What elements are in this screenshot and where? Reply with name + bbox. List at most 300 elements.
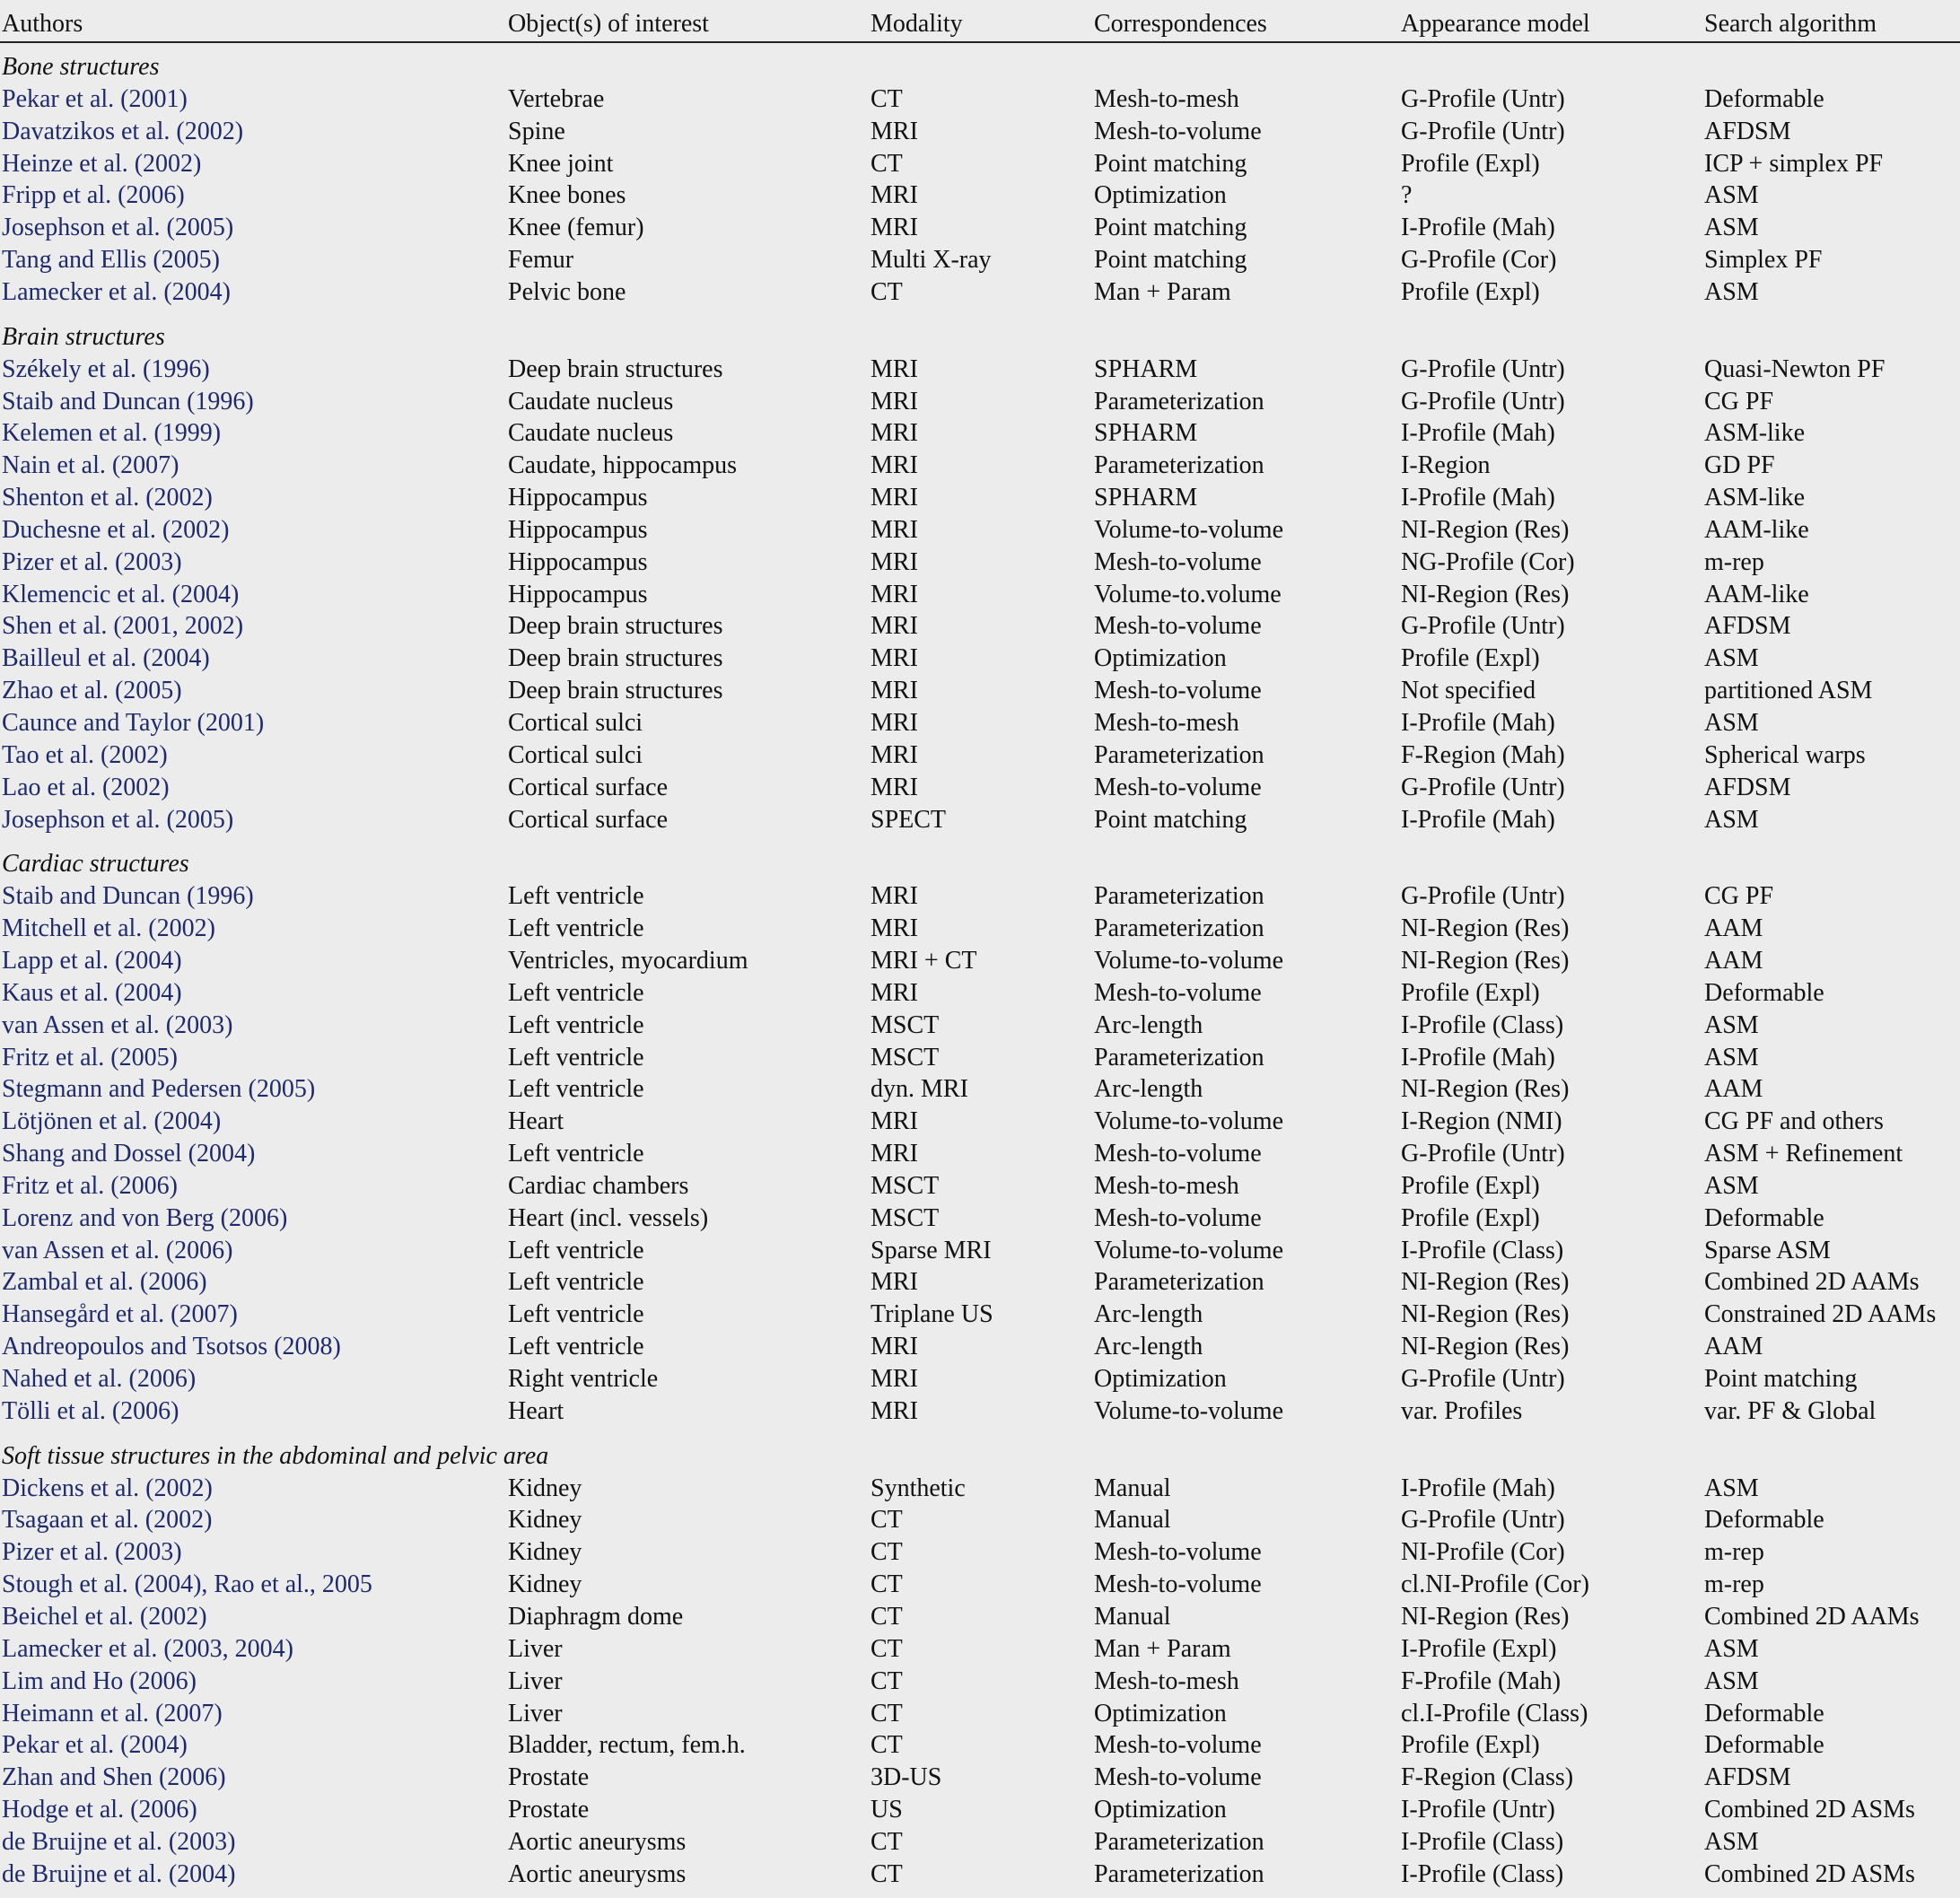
table-row — [0, 1730, 1960, 1762]
table-row — [0, 277, 1960, 310]
author-citation-link[interactable]: Shen et al. (2001, 2002) — [2, 612, 244, 641]
modality-cell: MRI — [871, 1268, 918, 1297]
author-citation-link[interactable]: Kaus et al. (2004) — [2, 978, 182, 1007]
author-citation-link[interactable]: Andreopoulos and Tsotsos (2008) — [2, 1333, 341, 1361]
author-citation-link[interactable]: Lao et al. (2002) — [2, 773, 170, 801]
appearance-model-cell: I-Profile (Mah) — [1401, 805, 1555, 834]
search-algorithm-cell: AAM-like — [1704, 515, 1809, 544]
search-algorithm-cell: AAM — [1704, 1075, 1763, 1104]
modality-cell: MRI — [871, 882, 918, 911]
appearance-model-cell: G-Profile (Untr) — [1401, 882, 1565, 911]
object-cell: Prostate — [508, 1796, 590, 1824]
author-citation-link[interactable]: Stough et al. (2004), Rao et al., 2005 — [2, 1570, 372, 1599]
correspondences-cell: Volume-to-volume — [1094, 946, 1284, 975]
object-cell: Liver — [508, 1634, 563, 1663]
author-citation-link[interactable]: Nain et al. (2007) — [2, 451, 179, 480]
object-cell: Caudate nucleus — [508, 387, 674, 415]
modality-cell: MRI — [871, 914, 918, 943]
table-row — [0, 515, 1960, 547]
appearance-model-cell: G-Profile (Untr) — [1401, 354, 1565, 383]
correspondences-cell: Optimization — [1094, 1365, 1227, 1393]
search-algorithm-cell: Combined 2D ASMs — [1704, 1796, 1915, 1824]
object-cell: Ventricles, myocardium — [508, 946, 748, 975]
search-algorithm-cell: Deformable — [1704, 1731, 1824, 1760]
modality-cell: MRI — [871, 419, 918, 448]
correspondences-cell: Arc-length — [1094, 1010, 1203, 1039]
object-cell: Kidney — [508, 1506, 582, 1535]
appearance-model-cell: I-Profile (Untr) — [1401, 1796, 1555, 1824]
search-algorithm-cell: Combined 2D ASMs — [1704, 1859, 1915, 1888]
object-cell: Right ventricle — [508, 1365, 659, 1393]
section-title: Brain structures — [2, 322, 165, 351]
object-cell: Caudate nucleus — [508, 419, 674, 448]
search-algorithm-cell: Deformable — [1704, 84, 1824, 113]
appearance-model-cell: NI-Region (Res) — [1401, 946, 1570, 975]
table-row — [0, 611, 1960, 643]
modality-cell: CT — [871, 1699, 903, 1727]
appearance-model-cell: Profile (Expl) — [1401, 1731, 1540, 1760]
table-row — [0, 547, 1960, 580]
object-cell: Left ventricle — [508, 1140, 644, 1168]
appearance-model-cell: I-Profile (Class) — [1401, 1236, 1564, 1264]
search-algorithm-cell: Deformable — [1704, 978, 1824, 1007]
object-cell: Cortical sulci — [508, 740, 643, 769]
correspondences-cell: Manual — [1094, 1602, 1171, 1631]
correspondences-cell: Mesh-to-volume — [1094, 1763, 1262, 1792]
modality-cell: MRI — [871, 1140, 918, 1168]
author-citation-link[interactable]: Kelemen et al. (1999) — [2, 419, 222, 448]
author-citation-link[interactable]: Lamecker et al. (2004) — [2, 277, 231, 306]
modality-cell: MRI — [871, 484, 918, 512]
correspondences-cell: Mesh-to-mesh — [1094, 84, 1239, 113]
modality-cell: CT — [871, 1538, 903, 1567]
table-row — [0, 1827, 1960, 1859]
search-algorithm-cell: var. PF & Global — [1704, 1396, 1877, 1425]
modality-cell: 3D-US — [871, 1763, 942, 1792]
author-citation-link[interactable]: Zhao et al. (2005) — [2, 677, 182, 705]
table-row — [0, 1267, 1960, 1299]
correspondences-cell: Mesh-to-volume — [1094, 978, 1262, 1007]
author-citation-link[interactable]: Shang and Dossel (2004) — [2, 1140, 256, 1168]
author-citation-link[interactable]: Zhan and Shen (2006) — [2, 1763, 226, 1792]
search-algorithm-cell: ASM-like — [1704, 419, 1805, 448]
modality-cell: MRI — [871, 709, 918, 737]
table-row — [0, 213, 1960, 245]
section-title: Cardiac structures — [2, 850, 189, 879]
table-row — [0, 1396, 1960, 1429]
correspondences-cell: Point matching — [1094, 246, 1247, 275]
object-cell: Left ventricle — [508, 914, 644, 943]
correspondences-cell: Volume-to.volume — [1094, 580, 1282, 608]
author-citation-link[interactable]: Székely et al. (1996) — [2, 354, 210, 383]
table-row — [0, 946, 1960, 978]
modality-cell: MRI — [871, 978, 918, 1007]
author-citation-link[interactable]: Lamecker et al. (2003, 2004) — [2, 1634, 293, 1663]
author-citation-link[interactable]: Bailleul et al. (2004) — [2, 644, 210, 673]
table-row — [0, 676, 1960, 708]
object-cell: Deep brain structures — [508, 644, 723, 673]
column-header-modality: Modality — [871, 10, 963, 38]
table-row — [0, 1236, 1960, 1268]
correspondences-cell: Point matching — [1094, 149, 1247, 178]
search-algorithm-cell: AAM — [1704, 1333, 1763, 1361]
column-header-authors: Authors — [2, 10, 83, 38]
appearance-model-cell: Not specified — [1401, 677, 1536, 705]
author-citation-link[interactable]: Dickens et al. (2002) — [2, 1474, 213, 1502]
table-row — [0, 84, 1960, 117]
table-row — [0, 149, 1960, 181]
correspondences-cell: Mesh-to-volume — [1094, 612, 1262, 641]
modality-cell: MSCT — [871, 1010, 940, 1039]
modality-cell: Sparse MRI — [871, 1236, 992, 1264]
correspondences-cell: Arc-length — [1094, 1333, 1203, 1361]
object-cell: Left ventricle — [508, 882, 644, 911]
modality-cell: Synthetic — [871, 1474, 966, 1502]
appearance-model-cell: Profile (Expl) — [1401, 644, 1540, 673]
search-algorithm-cell: Combined 2D AAMs — [1704, 1602, 1920, 1631]
search-algorithm-cell: ASM — [1704, 181, 1759, 210]
correspondences-cell: Parameterization — [1094, 914, 1264, 943]
object-cell: Liver — [508, 1666, 563, 1695]
modality-cell: MRI — [871, 612, 918, 641]
object-cell: Left ventricle — [508, 1236, 644, 1264]
correspondences-cell: Manual — [1094, 1506, 1171, 1535]
appearance-model-cell: Profile (Expl) — [1401, 978, 1540, 1007]
appearance-model-cell: NI-Region (Res) — [1401, 1268, 1570, 1297]
modality-cell: MRI — [871, 451, 918, 480]
search-algorithm-cell: Quasi-Newton PF — [1704, 354, 1886, 383]
appearance-model-cell: G-Profile (Untr) — [1401, 387, 1565, 415]
modality-cell: CT — [871, 1827, 903, 1856]
author-citation-link[interactable]: Shenton et al. (2002) — [2, 484, 213, 512]
modality-cell: MRI — [871, 181, 918, 210]
search-algorithm-cell: AAM — [1704, 914, 1763, 943]
author-citation-link[interactable]: Fritz et al. (2006) — [2, 1171, 178, 1200]
table-row — [0, 418, 1960, 450]
search-algorithm-cell: ASM — [1704, 214, 1759, 242]
appearance-model-cell: I-Profile (Mah) — [1401, 484, 1555, 512]
appearance-model-cell: I-Profile (Mah) — [1401, 214, 1555, 242]
search-algorithm-cell: AFDSM — [1704, 117, 1791, 145]
author-citation-link[interactable]: Josephson et al. (2005) — [2, 214, 234, 242]
appearance-model-cell: I-Region — [1401, 451, 1491, 480]
correspondences-cell: Mesh-to-mesh — [1094, 1666, 1239, 1695]
search-algorithm-cell: Constrained 2D AAMs — [1704, 1300, 1937, 1329]
table-row — [0, 1505, 1960, 1537]
modality-cell: CT — [871, 149, 903, 178]
modality-cell: MRI — [871, 387, 918, 415]
correspondences-cell: Arc-length — [1094, 1075, 1203, 1104]
object-cell: Heart — [508, 1396, 564, 1425]
object-cell: Vertebrae — [508, 84, 605, 113]
correspondences-cell: Mesh-to-volume — [1094, 677, 1262, 705]
object-cell: Hippocampus — [508, 484, 648, 512]
search-algorithm-cell: CG PF — [1704, 882, 1774, 911]
modality-cell: US — [871, 1796, 903, 1824]
correspondences-cell: Mesh-to-volume — [1094, 1538, 1262, 1567]
author-citation-link[interactable]: Pekar et al. (2004) — [2, 1731, 188, 1760]
correspondences-cell: Mesh-to-volume — [1094, 547, 1262, 576]
modality-cell: Multi X-ray — [871, 246, 992, 275]
author-citation-link[interactable]: Lapp et al. (2004) — [2, 946, 182, 975]
correspondences-cell: Man + Param — [1094, 277, 1231, 306]
author-citation-link[interactable]: de Bruijne et al. (2003) — [2, 1827, 236, 1856]
author-citation-link[interactable]: Staib and Duncan (1996) — [2, 387, 254, 415]
correspondences-cell: Manual — [1094, 1474, 1171, 1502]
search-algorithm-cell: ASM — [1704, 1010, 1759, 1039]
appearance-model-cell: G-Profile (Untr) — [1401, 612, 1565, 641]
search-algorithm-cell: ASM-like — [1704, 484, 1805, 512]
modality-cell: dyn. MRI — [871, 1075, 968, 1104]
correspondences-cell: Mesh-to-volume — [1094, 1570, 1262, 1599]
column-header-correspondences: Correspondences — [1094, 10, 1267, 38]
table-row — [0, 483, 1960, 515]
author-citation-link[interactable]: Pizer et al. (2003) — [2, 547, 182, 576]
search-algorithm-cell: CG PF and others — [1704, 1107, 1884, 1136]
appearance-model-cell: F-Region (Mah) — [1401, 740, 1565, 769]
author-citation-link[interactable]: Beichel et al. (2002) — [2, 1602, 207, 1631]
search-algorithm-cell: ASM — [1704, 1043, 1759, 1071]
object-cell: Spine — [508, 117, 565, 145]
correspondences-cell: Mesh-to-volume — [1094, 1731, 1262, 1760]
appearance-model-cell: Profile (Expl) — [1401, 1171, 1540, 1200]
appearance-model-cell: NI-Region (Res) — [1401, 914, 1570, 943]
object-cell: Prostate — [508, 1763, 590, 1792]
modality-cell: CT — [871, 1570, 903, 1599]
author-citation-link[interactable]: Nahed et al. (2006) — [2, 1365, 197, 1393]
correspondences-cell: Optimization — [1094, 181, 1227, 210]
correspondences-cell: Parameterization — [1094, 451, 1264, 480]
object-cell: Left ventricle — [508, 1010, 644, 1039]
object-cell: Cortical surface — [508, 805, 669, 834]
author-citation-link[interactable]: Fripp et al. (2006) — [2, 181, 185, 210]
modality-cell: CT — [871, 1506, 903, 1535]
modality-cell: MRI — [871, 1396, 918, 1425]
object-cell: Bladder, rectum, fem.h. — [508, 1731, 746, 1760]
search-algorithm-cell: partitioned ASM — [1704, 677, 1873, 705]
table-row — [0, 387, 1960, 419]
appearance-model-cell: NI-Region (Res) — [1401, 1300, 1570, 1329]
correspondences-cell: Optimization — [1094, 644, 1227, 673]
object-cell: Left ventricle — [508, 1075, 644, 1104]
author-citation-link[interactable]: Davatzikos et al. (2002) — [2, 117, 244, 145]
appearance-model-cell: NI-Region (Res) — [1401, 580, 1570, 608]
author-citation-link[interactable]: Josephson et al. (2005) — [2, 805, 234, 834]
object-cell: Knee bones — [508, 181, 626, 210]
search-algorithm-cell: ASM — [1704, 1827, 1759, 1856]
object-cell: Cortical surface — [508, 773, 669, 801]
modality-cell: MSCT — [871, 1171, 940, 1200]
column-header-objects: Object(s) of interest — [508, 10, 709, 38]
search-algorithm-cell: ASM — [1704, 1666, 1759, 1695]
object-cell: Left ventricle — [508, 978, 644, 1007]
search-algorithm-cell: Deformable — [1704, 1506, 1824, 1535]
appearance-model-cell: ? — [1401, 181, 1413, 210]
object-cell: Cardiac chambers — [508, 1171, 689, 1200]
correspondences-cell: Point matching — [1094, 805, 1247, 834]
correspondences-cell: Arc-length — [1094, 1300, 1203, 1329]
appearance-model-cell: G-Profile (Untr) — [1401, 1506, 1565, 1535]
appearance-model-cell: NI-Region (Res) — [1401, 1075, 1570, 1104]
author-citation-link[interactable]: Tsagaan et al. (2002) — [2, 1506, 213, 1535]
table-row — [0, 1602, 1960, 1634]
object-cell: Deep brain structures — [508, 612, 723, 641]
search-algorithm-cell: Combined 2D AAMs — [1704, 1268, 1920, 1297]
appearance-model-cell: I-Profile (Class) — [1401, 1010, 1564, 1039]
search-algorithm-cell: ASM — [1704, 277, 1759, 306]
table-row — [0, 1074, 1960, 1106]
correspondences-cell: SPHARM — [1094, 484, 1198, 512]
search-algorithm-cell: CG PF — [1704, 387, 1774, 415]
appearance-model-cell: G-Profile (Cor) — [1401, 246, 1557, 275]
modality-cell: Triplane US — [871, 1300, 993, 1329]
table-row — [0, 1364, 1960, 1396]
correspondences-cell: Optimization — [1094, 1699, 1227, 1727]
modality-cell: MSCT — [871, 1043, 940, 1071]
appearance-model-cell: I-Profile (Mah) — [1401, 419, 1555, 448]
author-citation-link[interactable]: Caunce and Taylor (2001) — [2, 709, 265, 737]
appearance-model-cell: F-Region (Class) — [1401, 1763, 1574, 1792]
author-citation-link[interactable]: Staib and Duncan (1996) — [2, 882, 254, 911]
appearance-model-cell: var. Profiles — [1401, 1396, 1523, 1425]
author-citation-link[interactable]: Pizer et al. (2003) — [2, 1538, 182, 1567]
author-citation-link[interactable]: Tao et al. (2002) — [2, 740, 168, 769]
search-algorithm-cell: AFDSM — [1704, 773, 1791, 801]
author-citation-link[interactable]: Heimann et al. (2007) — [2, 1699, 223, 1727]
table-row — [0, 773, 1960, 805]
search-algorithm-cell: ASM — [1704, 1171, 1759, 1200]
table-row — [0, 740, 1960, 773]
table-row — [0, 643, 1960, 676]
author-citation-link[interactable]: Hodge et al. (2006) — [2, 1796, 197, 1824]
object-cell: Caudate, hippocampus — [508, 451, 738, 480]
search-algorithm-cell: m-rep — [1704, 1570, 1764, 1599]
author-citation-link[interactable]: Mitchell et al. (2002) — [2, 914, 215, 943]
object-cell: Deep brain structures — [508, 354, 723, 383]
correspondences-cell: Optimization — [1094, 1796, 1227, 1824]
modality-cell: CT — [871, 1666, 903, 1695]
appearance-model-cell: NI-Profile (Cor) — [1401, 1538, 1565, 1567]
author-citation-link[interactable]: Zambal et al. (2006) — [2, 1268, 207, 1297]
object-cell: Liver — [508, 1699, 563, 1727]
object-cell: Knee joint — [508, 149, 614, 178]
author-citation-link[interactable]: Tang and Ellis (2005) — [2, 246, 220, 275]
modality-cell: MRI + CT — [871, 946, 977, 975]
author-citation-link[interactable]: Fritz et al. (2005) — [2, 1043, 178, 1071]
search-algorithm-cell: GD PF — [1704, 451, 1775, 480]
table-row — [0, 805, 1960, 837]
table-row — [0, 180, 1960, 213]
table-row — [0, 1537, 1960, 1570]
author-citation-link[interactable]: Lorenz and von Berg (2006) — [2, 1203, 288, 1232]
object-cell: Aortic aneurysms — [508, 1859, 687, 1888]
object-cell: Left ventricle — [508, 1268, 644, 1297]
author-citation-link[interactable]: Stegmann and Pedersen (2005) — [2, 1075, 316, 1104]
table-row — [0, 1043, 1960, 1075]
search-algorithm-cell: ASM — [1704, 709, 1759, 737]
table-row — [0, 1139, 1960, 1171]
modality-cell: MRI — [871, 515, 918, 544]
correspondences-cell: Volume-to-volume — [1094, 1236, 1284, 1264]
author-citation-link[interactable]: Heinze et al. (2002) — [2, 149, 202, 178]
modality-cell: MRI — [871, 547, 918, 576]
correspondences-cell: Volume-to-volume — [1094, 515, 1284, 544]
search-algorithm-cell: Sparse ASM — [1704, 1236, 1831, 1264]
appearance-model-cell: cl.NI-Profile (Cor) — [1401, 1570, 1589, 1599]
table-row — [0, 1010, 1960, 1043]
search-algorithm-cell: ASM + Refinement — [1704, 1140, 1903, 1168]
table-row — [0, 708, 1960, 740]
correspondences-cell: Parameterization — [1094, 740, 1264, 769]
author-citation-link[interactable]: van Assen et al. (2003) — [2, 1010, 233, 1039]
table-row — [0, 1299, 1960, 1332]
correspondences-cell: Parameterization — [1094, 1043, 1264, 1071]
appearance-model-cell: I-Profile (Expl) — [1401, 1634, 1557, 1663]
correspondences-cell: Parameterization — [1094, 387, 1264, 415]
appearance-model-cell: F-Profile (Mah) — [1401, 1666, 1562, 1695]
modality-cell: MRI — [871, 354, 918, 383]
search-algorithm-cell: Spherical warps — [1704, 740, 1866, 769]
object-cell: Femur — [508, 246, 574, 275]
table-row — [0, 1203, 1960, 1236]
search-algorithm-cell: m-rep — [1704, 547, 1764, 576]
appearance-model-cell: NI-Region (Res) — [1401, 1333, 1570, 1361]
table-row — [0, 245, 1960, 277]
modality-cell: SPECT — [871, 805, 947, 834]
modality-cell: MRI — [871, 580, 918, 608]
correspondences-cell: Mesh-to-mesh — [1094, 1171, 1239, 1200]
search-algorithm-cell: AFDSM — [1704, 612, 1791, 641]
search-algorithm-cell: Point matching — [1704, 1365, 1858, 1393]
author-citation-link[interactable]: Duchesne et al. (2002) — [2, 515, 230, 544]
object-cell: Diaphragm dome — [508, 1602, 684, 1631]
table-row — [0, 978, 1960, 1010]
correspondences-cell: Parameterization — [1094, 1859, 1264, 1888]
object-cell: Deep brain structures — [508, 677, 723, 705]
object-cell: Kidney — [508, 1538, 582, 1567]
appearance-model-cell: G-Profile (Untr) — [1401, 1140, 1565, 1168]
object-cell: Left ventricle — [508, 1300, 644, 1329]
correspondences-cell: Mesh-to-mesh — [1094, 709, 1239, 737]
modality-cell: MRI — [871, 1333, 918, 1361]
author-citation-link[interactable]: Hansegård et al. (2007) — [2, 1300, 238, 1329]
modality-cell: MRI — [871, 117, 918, 145]
author-citation-link[interactable]: Lim and Ho (2006) — [2, 1666, 197, 1695]
object-cell: Kidney — [508, 1570, 582, 1599]
author-citation-link[interactable]: de Bruijne et al. (2004) — [2, 1859, 236, 1888]
author-citation-link[interactable]: Lötjönen et al. (2004) — [2, 1107, 222, 1136]
author-citation-link[interactable]: Pekar et al. (2001) — [2, 84, 188, 113]
table-row — [0, 117, 1960, 149]
correspondences-cell: Mesh-to-volume — [1094, 1140, 1262, 1168]
correspondences-cell: Mesh-to-volume — [1094, 773, 1262, 801]
table-row — [0, 1106, 1960, 1139]
table-row — [0, 1474, 1960, 1506]
section-title: Bone structures — [2, 53, 160, 81]
author-citation-link[interactable]: Klemencic et al. (2004) — [2, 580, 240, 608]
appearance-model-cell: G-Profile (Untr) — [1401, 84, 1565, 113]
table-row — [0, 881, 1960, 914]
column-header-search-algorithm: Search algorithm — [1704, 10, 1877, 38]
author-citation-link[interactable]: van Assen et al. (2006) — [2, 1236, 233, 1264]
appearance-model-cell: I-Profile (Class) — [1401, 1827, 1564, 1856]
appearance-model-cell: Profile (Expl) — [1401, 149, 1540, 178]
author-citation-link[interactable]: Tölli et al. (2006) — [2, 1396, 179, 1425]
table-row — [0, 354, 1960, 387]
object-cell: Heart — [508, 1107, 564, 1136]
search-algorithm-cell: ASM — [1704, 1474, 1759, 1502]
object-cell: Pelvic bone — [508, 277, 626, 306]
